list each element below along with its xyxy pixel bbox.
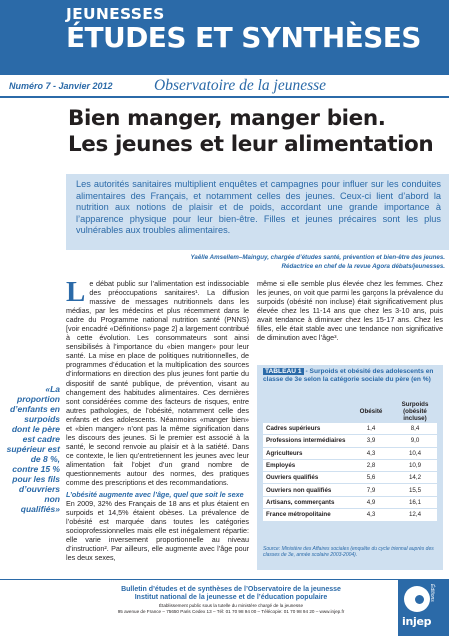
table-cell-overweight: 10,4: [393, 447, 437, 459]
issue-divider: [0, 96, 449, 98]
table-cell-obesity: 4,9: [349, 496, 393, 508]
footer-line-3: Établissement public sous la tutelle du ministère chargé de la jeunesse: [158, 602, 304, 608]
body-column-right: [257, 279, 443, 342]
table-row: [263, 484, 437, 496]
table-cell-category: Cadres supérieurs: [263, 423, 349, 435]
table-row: [263, 423, 437, 435]
publisher-name: Observatoire de la jeunesse: [154, 77, 327, 94]
table-cell-obesity: 1,4: [349, 423, 393, 435]
table-source: Source: Ministère des Affaires sociales (enquête du cycle triennal auprès des classes de 3e, année scolaire 2003-2004).: [263, 546, 434, 559]
logo-text: injep: [402, 615, 432, 628]
table-cell-overweight: 15,5: [393, 484, 437, 496]
table-cell-overweight: 8,4: [393, 423, 437, 435]
body-column-left: [66, 276, 249, 563]
series-name-main: ÉTUDES ET SYNTHÈSES: [66, 21, 421, 54]
data-table-box: [257, 365, 443, 570]
table-cell-category: Ouvriers qualifiés: [263, 472, 349, 484]
table-header-row: [263, 401, 437, 423]
body-paragraph-2: En 2009, 32% des Français de 18 ans et plus étaient en surpoids et 14,5% étaient obèses. La prévalence de l’obésité est marquée dans toutes les catégories socioprofessionnelles mais elle est inégalement répartie: elle varie inversement proportionnelle au niveau d’instruction². Par ailleurs, elle augmente avec l’âge pour les deux sexes,: [66, 499, 249, 563]
table-cell-obesity: 5,6: [349, 472, 393, 484]
logo-dot-icon: [415, 595, 424, 604]
pull-quote: «La proportion d’enfants en surpoids dont le père est cadre supérieur est de 8 %, contre 15 % pour les fils d’ouvriers non qualifiés»: [6, 384, 60, 514]
injep-logo: [398, 580, 449, 636]
header-banner: [0, 0, 449, 74]
table-title-text: - Surpoids et obésité des adolescents en classe de 3e selon la catégorie sociale du père (en %): [263, 368, 434, 383]
table-row: [263, 509, 437, 521]
table-title: [263, 368, 439, 384]
table-cell-overweight: 9,0: [393, 435, 437, 447]
table-row: [263, 435, 437, 447]
drop-cap: L: [66, 276, 86, 308]
footer-line-2: Institut national de la jeunesse et de l’éducation populaire: [134, 594, 328, 602]
table-row: [263, 447, 437, 459]
body-paragraph-1: e débat public sur l’alimentation est indissociable des préoccupations sanitaires¹. La diffusion massive de messages nutritionnels dans les médias, par les médecins et plus récemment dans le cadre du Programme national nutrition santé (PNNS) [voir encadré «Définitions» page 2] a largement contribué à cette évolution. Les consommateurs sont ainsi sensibilisés à l’importance du «bien manger» pour leur santé. La mise en place de politiques nutritionnelles, de programmes d’éducation et la multiplication des sources d’informations en direction des plus jeunes font partie du dispositif de santé publique, de prévention, visant au changement des habitudes alimentaires. Ces dernières sont considérées comme des facteurs de risques, entre autres pathologies, de l’obésité, notamment celle des enfants et des adolescents. Néanmoins «manger bien» et «bien manger» n’ont pas la même signification dans les discours des jeunes. Si le premier est associé à la santé, le second renvoie au plaisir et à la satiété. Dans ce contexte, le lien qu’entretiennent les jeunes avec leur alimentation fait l’objet d’un grand nombre de questionnements autour des normes, des pratiques comme des prescriptions et des recommandations.: [66, 279, 249, 488]
article-title: [68, 106, 433, 158]
logo-editions: Éditions: [429, 584, 435, 602]
table-row: [263, 496, 437, 508]
table-cell-obesity: 4,3: [349, 447, 393, 459]
article-title-line-1: Bien manger, manger bien.: [68, 106, 386, 131]
table-cell-overweight: 10,9: [393, 459, 437, 471]
table-cell-obesity: 7,9: [349, 484, 393, 496]
body-paragraph-3: même si elle semble plus élevée chez les femmes. Chez les jeunes, on voit que parmi les garçons la prévalence du surpoids (obésité non incluse) était significativement plus élevée chez les 11-14 ans que chez les 3-10 ans, puis avait tendance à diminuer chez les 15-17 ans. Chez les filles, elle était stable avec une tendance non significative de diminution avec l’âge³.: [257, 279, 443, 343]
table-number: TABLEAU 1: [265, 368, 302, 375]
table-header-category: [263, 401, 349, 423]
footer-divider: [0, 579, 449, 580]
author-credit-line-2: Rédactrice en chef de la revue Agora débats/jeunesses.: [281, 263, 445, 270]
table-cell-obesity: 2,8: [349, 459, 393, 471]
table-row: [263, 459, 437, 471]
table-row: [263, 472, 437, 484]
article-title-line-2: Les jeunes et leur alimentation: [68, 132, 434, 157]
table-cell-category: France métropolitaine: [263, 509, 349, 521]
table-cell-overweight: 14,2: [393, 472, 437, 484]
series-name-top: JEUNESSES: [66, 5, 165, 23]
footer-line-4: 95 avenue de France – 75650 Paris Cedex 13 – Tél: 01 70 98 94 00 – Télécopie: 01 70 98 94 20 – www.injep.fr: [117, 608, 345, 614]
lead-text: Les autorités sanitaires multiplient enquêtes et campagnes pour influer sur les conduites alimentaires des Français, et notamment celles des jeunes. Ceux-ci lient d’abord la nutrition aux notions de plaisir et de poids, accordant une grande importance à l’apparence physique pour leur bien-être. Filles et jeunes précaires sont les plus vulnérables aux troubles alimentaires.: [76, 179, 441, 236]
table-cell-category: Agriculteurs: [263, 447, 349, 459]
overweight-table: [263, 401, 437, 521]
footer: [66, 586, 396, 615]
table-cell-overweight: 16,1: [393, 496, 437, 508]
author-credit-line-1: Yaëlle Amsellem–Mainguy, chargée d’études santé, prévention et bien-être des jeunes.: [190, 254, 445, 261]
table-header-overweight: Surpoids (obésité incluse): [401, 401, 429, 422]
table-cell-obesity: 4,3: [349, 509, 393, 521]
table-cell-category: Professions intermédiaires: [263, 435, 349, 447]
issue-number: Numéro 7 - Janvier 2012: [9, 81, 113, 91]
footer-line-1: Bulletin d’études et de synthèses de l’Observatoire de la jeunesse: [121, 586, 341, 593]
header-divider: [0, 74, 449, 75]
section-subheading: L’obésité augmente avec l’âge, quel que soit le sexe: [66, 490, 244, 500]
table-cell-category: Employés: [263, 459, 349, 471]
table-cell-overweight: 12,4: [393, 509, 437, 521]
lead-box: [66, 174, 449, 250]
table-header-obesity: Obésité: [359, 408, 383, 415]
author-credit: [66, 253, 445, 271]
table-cell-obesity: 3,9: [349, 435, 393, 447]
table-cell-category: Artisans, commerçants: [263, 496, 349, 508]
table-cell-category: Ouvriers non qualifiés: [263, 484, 349, 496]
